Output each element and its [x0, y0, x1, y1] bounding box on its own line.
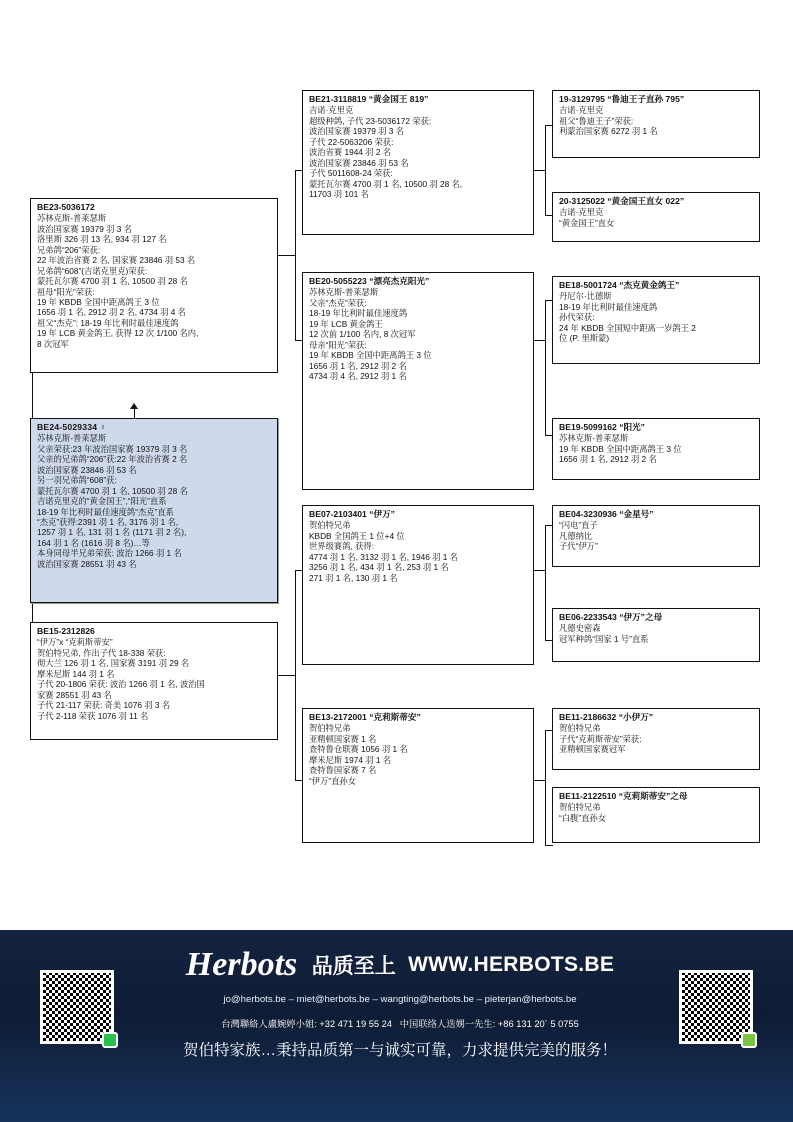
connector-g2-3-out — [533, 570, 545, 571]
gen3-1-line-2: 利蒙治国家赛 6272 羽 1 名 — [559, 126, 658, 137]
gen3-3-line-1: 18-19 年比利时最佳速度鸽 — [559, 301, 658, 312]
subject-line-5: 蒙托瓦尔赛 4700 羽 1 名, 10500 羽 28 名 — [37, 485, 188, 496]
gen3-5-line-2: 子代“伊万” — [559, 541, 598, 552]
gen2-1-line-2: 波治国家赛 19379 羽 3 名 — [309, 126, 404, 137]
gen3-4-line-0: 苏林克斯-普莱瑟斯 — [559, 433, 629, 444]
sire-line-5: 兄弟鸽“608”(吉诺克里克)荣获: — [37, 265, 148, 276]
gen3-7-line-2: 亚精顿国家赛冠军 — [559, 744, 626, 755]
connector-dam-out — [277, 675, 295, 676]
gen3-2-line-1: “黄金国王”直女 — [559, 217, 615, 228]
subject-line-7: 18-19 年比利时最佳速度鸽“杰克”直系 — [37, 506, 174, 517]
gen2-4-line-0: 贺伯特兄弟 — [309, 723, 351, 734]
contact-phones: 台灣聯絡人盧婉婷小姐: +32 471 19 55 24 中国联络人迭娚一先生: +86 131 20´ 5 0755 — [221, 1019, 579, 1029]
connector-g2-1-branch — [545, 125, 546, 215]
subject-line-10: 164 羽 1 名 (1616 羽 8 名)…等 — [37, 537, 150, 548]
pedigree-box-gen3-7[interactable] — [552, 708, 760, 770]
connector-g2-3-branch — [545, 525, 546, 640]
pedigree-box-gen3-2[interactable] — [552, 192, 760, 242]
gen2-3-line-1: KBDB 全国鸽王 1 位+4 位 — [309, 530, 405, 541]
gen2-4-line-5: “伊万”直孙女 — [309, 775, 357, 786]
dam-line-1: 贺伯特兄弟, 作出子代 18-338 荣获: — [37, 647, 166, 658]
pedigree-box-sire[interactable] — [30, 198, 278, 373]
connector-g2-4-branch — [545, 730, 546, 845]
gen3-6-line-0: 凡德史密森 — [559, 623, 601, 634]
gen3-4-ring: BE19-5099162 “阳光” — [559, 422, 645, 432]
sire-line-10: 祖父“杰克”: 18-19 年比利时最佳速度鸽 — [37, 317, 179, 328]
female-symbol-icon: ♀ — [99, 422, 107, 432]
gen3-6-line-1: 冠军种鸽“国家 1 号”直系 — [559, 633, 649, 644]
gen2-3-line-5: 271 羽 1 名, 130 羽 1 名 — [309, 572, 398, 583]
subject-line-2: 父亲的兄弟鸽“206”获:22 年波治省赛 2 名 — [37, 454, 188, 465]
gen2-2-line-0: 苏林克斯-普莱瑟斯 — [309, 287, 379, 298]
connector-dam-branch — [295, 570, 296, 780]
gen2-2-line-4: 12 次前 1/100 名内, 8 次冠军 — [309, 329, 416, 340]
gen2-3-line-4: 3256 羽 1 名, 434 羽 1 名, 253 羽 1 名 — [309, 562, 449, 573]
dam-line-0: “伊万”x “克莉斯蒂安” — [37, 637, 113, 648]
subject-line-0: 苏林克斯-普莱瑟斯 — [37, 433, 107, 444]
pedigree-box-gen2-4[interactable] — [302, 708, 534, 843]
gen2-1-line-4: 波治省赛 1944 羽 2 名 — [309, 147, 392, 158]
dam-line-2: 彻大兰 126 羽 1 名, 国家赛 3191 羽 29 名 — [37, 658, 190, 669]
gen2-1-line-1: 超级种鸽, 子代 23-5036172 荣获: — [309, 115, 432, 126]
footer-tagline: 贺伯特家族…秉持品质第一与诚实可靠，力求提供完美的服务！ — [182, 1042, 617, 1059]
gen3-1-line-1: 祖父“鲁迪王子”荣获: — [559, 115, 634, 126]
contact-emails[interactable]: jo@herbots.be – miet@herbots.be – wangting@herbots.be – pieterjan@herbots.be — [223, 994, 577, 1005]
dam-line-6: 子代 21-117 荣获: 奇美 1076 羽 3 名 — [37, 700, 171, 711]
gen2-4-line-2: 查特鲁仓联赛 1056 羽 1 名 — [309, 744, 408, 755]
sire-ring: BE23-5036172 — [37, 202, 95, 212]
sire-line-0: 苏林克斯-普莱瑟斯 — [37, 213, 107, 224]
qr-code-left[interactable] — [40, 970, 114, 1044]
gen2-3-line-0: 贺伯特兄弟 — [309, 520, 351, 531]
pedigree-box-gen2-3[interactable] — [302, 505, 534, 665]
gen2-4-line-1: 亚精顿国家赛 1 名 — [309, 733, 377, 744]
gen2-1-line-0: 吉诺·克里克 — [309, 105, 354, 116]
gen3-1-line-0: 吉诺·克里克 — [559, 105, 604, 116]
gen2-1-line-5: 波治国家赛 23846 羽 53 名 — [309, 157, 409, 168]
herbots-logo: Herbots — [185, 946, 298, 983]
sire-line-3: 兄弟鸽“206”荣获: — [37, 244, 101, 255]
gen3-5-ring: BE04-3230936 “金星号” — [559, 509, 654, 519]
gen3-5-line-0: “闪电”直子 — [559, 520, 598, 531]
gen2-2-line-2: 18-19 年比利时最佳速度鸽 — [309, 308, 408, 319]
subject-line-4: 另一羽兄弟鸽“608”获: — [37, 475, 117, 486]
connector-sire-out — [277, 255, 295, 256]
subject-line-11: 本身同母半兄弟荣获: 波治 1266 羽 1 名 — [37, 548, 182, 559]
website-url[interactable]: WWW.HERBOTS.BE — [408, 953, 615, 976]
gen2-2-line-8: 4734 羽 4 名, 2912 羽 1 名 — [309, 370, 407, 381]
gen3-7-line-1: 子代“克莉斯蒂安”荣获: — [559, 733, 642, 744]
dam-line-7: 子代 2-118 荣获 1076 羽 11 名 — [37, 710, 149, 721]
sire-line-1: 波治国家赛 19379 羽 3 名 — [37, 223, 132, 234]
sire-line-7: 祖母“阳光”荣获: — [37, 286, 95, 297]
gen3-2-line-0: 吉诺·克里克 — [559, 207, 604, 218]
subject-line-8: “杰克”获得:2391 羽 1 名, 3176 羽 1 名, — [37, 516, 179, 527]
wechat-badge-icon — [741, 1032, 757, 1048]
pedigree-box-gen3-6[interactable] — [552, 608, 760, 662]
gen3-5-line-1: 凡德纳比 — [559, 530, 593, 541]
pedigree-box-gen3-8[interactable] — [552, 787, 760, 843]
subject-line-9: 1257 羽 1 名, 131 羽 1 名 (1171 羽 2 名), — [37, 527, 187, 538]
dam-line-4: 子代 20-1806 荣获: 波治 1266 羽 1 名, 波治国 — [37, 679, 205, 690]
gen3-2-ring: 20-3125022 “黄金国王直女 022” — [559, 196, 685, 206]
footer-banner — [0, 930, 793, 1122]
gen2-1-line-3: 子代 22-5063206 荣获: — [309, 136, 394, 147]
gen3-8-ring: BE11-2122510 “克莉斯蒂安”之母 — [559, 791, 688, 801]
gen3-3-line-3: 24 年 KBDB 全国短中距离一岁鸽王 2 — [559, 322, 696, 333]
gen3-3-line-4: 位 (P. 里斯蒙) — [559, 333, 610, 344]
gen2-4-line-3: 摩米尼斯 1974 羽 1 名 — [309, 754, 392, 765]
gen3-4-line-2: 1656 羽 1 名, 2912 羽 2 名 — [559, 454, 657, 465]
gen2-2-line-5: 母亲“阳光”荣获: — [309, 339, 367, 350]
subject-ring-number: BE24-5029334 — [37, 422, 98, 432]
connector-g2-4-out — [533, 780, 545, 781]
gen2-1-line-7: 蒙托瓦尔赛 4700 羽 1 名, 10500 羽 28 名, — [309, 178, 463, 189]
pedigree-box-gen2-1[interactable] — [302, 90, 534, 235]
subject-line-3: 波治国家赛 23846 羽 53 名 — [37, 464, 137, 475]
gen3-7-line-0: 贺伯特兄弟 — [559, 723, 601, 734]
dam-line-3: 摩米尼斯 144 羽 1 名 — [37, 668, 115, 679]
pedigree-box-subject[interactable] — [30, 418, 278, 603]
gen3-3-line-0: 丹尼尔·比德斯 — [559, 291, 612, 302]
sire-line-2: 洛里斯 326 羽 13 名, 934 羽 127 名 — [37, 234, 167, 245]
sire-line-12: 8 次冠军 — [37, 338, 69, 349]
gen3-3-ring: BE18-5001724 “杰克黄金鸽王” — [559, 280, 680, 290]
connector-sire-branch — [295, 170, 296, 340]
gen2-2-line-6: 19 年 KBDB 全国中距离鸽王 3 位 — [309, 350, 432, 361]
gen2-1-line-8: 11703 羽 101 名 — [309, 188, 369, 199]
qr-code-right[interactable] — [679, 970, 753, 1044]
subject-line-6: 吉诺克里克的“黄金国王”,“阳光”直系 — [37, 496, 167, 507]
gen2-2-line-3: 19 年 LCB 黄金鸽王 — [309, 318, 383, 329]
gen2-2-line-1: 父亲“杰克”荣获: — [309, 297, 367, 308]
gen2-1-ring: BE21-3118819 “黄金国王 819” — [309, 94, 429, 104]
connector-g2-2-out — [533, 340, 545, 341]
brand-row — [130, 946, 670, 984]
subject-ring — [37, 422, 272, 433]
gen3-4-line-1: 19 年 KBDB 全国中距离鸽王 3 位 — [559, 443, 682, 454]
pedigree-box-gen3-1[interactable] — [552, 90, 760, 158]
pedigree-box-dam[interactable] — [30, 622, 278, 740]
qr-code-left-image — [43, 973, 111, 1041]
dam-ring: BE15-2312826 — [37, 626, 95, 636]
qr-code-right-image — [682, 973, 750, 1041]
subject-line-1: 父亲荣获:23 年波治国家赛 19379 羽 3 名 — [37, 443, 188, 454]
connector-g2-2-branch — [545, 300, 546, 435]
gen3-7-ring: BE11-2186632 “小伊万” — [559, 712, 654, 722]
gen3-3-line-2: 孙代荣获: — [559, 312, 595, 323]
sire-line-6: 蒙托瓦尔赛 4700 羽 1 名, 10500 羽 28 名 — [37, 276, 188, 287]
gen3-1-ring: 19-3129795 “鲁迪王子直孙 795” — [559, 94, 685, 104]
sire-line-4: 22 年波治省赛 2 名, 国家赛 23846 羽 53 名 — [37, 255, 196, 266]
subject-line-12: 波治国家赛 28551 羽 43 名 — [37, 558, 137, 569]
pedigree-box-gen2-2[interactable] — [302, 272, 534, 490]
pedigree-box-gen3-5[interactable] — [552, 505, 760, 567]
pedigree-box-gen3-4[interactable] — [552, 418, 760, 480]
sire-line-9: 1656 羽 1 名, 2912 羽 2 名, 4734 羽 4 名 — [37, 307, 186, 318]
pedigree-box-gen3-3[interactable] — [552, 276, 760, 364]
gen3-6-ring: BE06-2233543 “伊万”之母 — [559, 612, 663, 622]
sire-line-8: 19 年 KBDB 全国中距离鸽王 3 位 — [37, 296, 160, 307]
gen2-3-ring: BE07-2103401 “伊万” — [309, 509, 395, 519]
connector-g2-1-out — [533, 170, 545, 171]
connector-g3-8-in — [545, 845, 553, 846]
gen2-4-line-4: 查特鲁国家赛 7 名 — [309, 765, 377, 776]
gen2-3-line-2: 世界级赛鸽, 获得: — [309, 541, 374, 552]
dam-line-5: 家赛 28551 羽 43 名 — [37, 689, 112, 700]
gen3-8-line-1: “白腹”直孙女 — [559, 812, 607, 823]
brand-slogan-cn: 品质至上 — [311, 955, 396, 978]
gen2-1-line-6: 子代 5011608-24 荣获: — [309, 168, 393, 179]
sire-line-11: 19 年 LCB 黄金鸽王, 获得 12 次 1/100 名内, — [37, 328, 199, 339]
gen2-2-ring: BE20-5055223 “漂亮杰克阳光” — [309, 276, 430, 286]
gen2-4-ring: BE13-2172001 “克莉斯蒂安” — [309, 712, 421, 722]
gen2-3-line-3: 4774 羽 1 名, 3132 羽 1 名, 1946 羽 1 名 — [309, 551, 458, 562]
gen2-2-line-7: 1656 羽 1 名, 2912 羽 2 名 — [309, 360, 407, 371]
gen3-8-line-0: 贺伯特兄弟 — [559, 802, 601, 813]
